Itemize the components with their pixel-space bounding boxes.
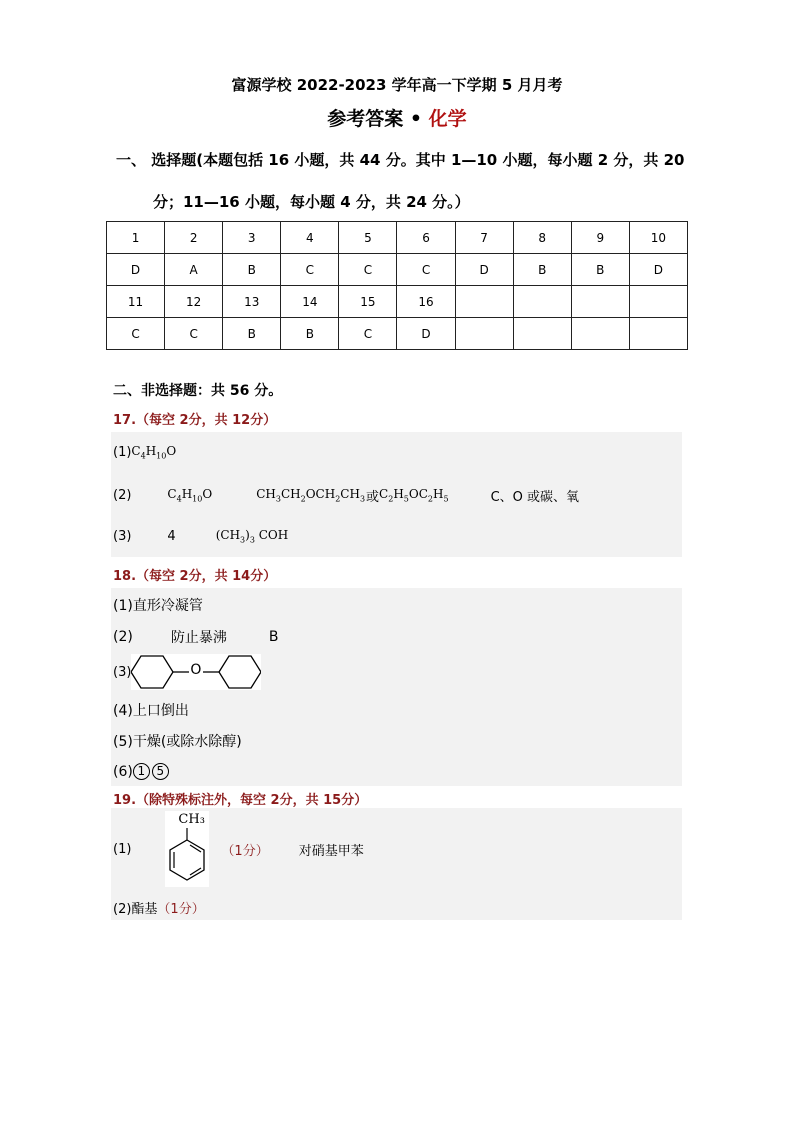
- q17-a3-formula: $(CH_3)_3$ COH: [215, 528, 289, 545]
- dicyclohexyl-ether-structure: [131, 654, 261, 690]
- answer-cell: C: [107, 318, 165, 350]
- q18-a2-value: 防止暴沸: [170, 630, 227, 646]
- q17-a3-count: 4: [167, 528, 176, 544]
- number-cell: 16: [397, 286, 455, 318]
- answer-cell: [513, 318, 571, 350]
- q17-a2-or: 或: [366, 490, 380, 505]
- number-cell: 13: [223, 286, 281, 318]
- number-cell: 10: [629, 222, 687, 254]
- q18-a3-label: (3): [113, 664, 132, 680]
- answer-table-row: [107, 254, 688, 286]
- answer-cell: B: [281, 318, 339, 350]
- answer-cell: B: [223, 254, 281, 286]
- q17-a1-label: (1): [113, 444, 132, 460]
- number-cell: [629, 286, 687, 318]
- number-cell: 8: [513, 222, 571, 254]
- section1-heading-line1: 一、 选择题(本题包括 16 小题，共 44 分。其中 1—10 小题，每小题 2 分，共 20: [116, 151, 685, 169]
- q18-answer-5: (5)干燥(或除水除醇): [113, 734, 242, 750]
- number-cell: 2: [165, 222, 223, 254]
- q17-a2-label: (2): [113, 488, 132, 503]
- answer-table-row: [107, 286, 688, 318]
- q17-a3-formula-tail: COH: [258, 528, 289, 542]
- answer-cell: [629, 318, 687, 350]
- q17-a3-label: (3): [113, 528, 132, 544]
- q19-answer-2: [113, 898, 205, 917]
- methyl-group-label: CH₃: [178, 812, 205, 827]
- q17-a2-formula: $C_4H_{10}O$: [167, 487, 213, 504]
- section2-heading: 二、非选择题：共 56 分。: [113, 383, 283, 399]
- q18-answer-1: (1)直形冷凝管: [113, 598, 203, 614]
- q19-a1-points: （1分）: [221, 843, 269, 859]
- answer-cell: [455, 318, 513, 350]
- number-cell: [571, 286, 629, 318]
- q17-a2-structure: $CH_3CH_2OCH_2CH_3$: [256, 487, 366, 504]
- number-cell: 9: [571, 222, 629, 254]
- q17-answer-2: [113, 486, 579, 505]
- q18-a2-choice: B: [268, 629, 279, 645]
- q19-a2-points: （1分）: [157, 902, 205, 917]
- section1-heading-line2: 分；11—16 小题，每小题 4 分，共 24 分。）: [153, 193, 470, 211]
- q17-a2-elements: C、O 或碳、氧: [490, 490, 580, 505]
- toluene-structure: [165, 811, 209, 887]
- subject-name: 化学: [428, 108, 467, 130]
- q19-title: 19.（除特殊标注外，每空 2分，共 15分）: [113, 793, 368, 808]
- answer-cell: D: [629, 254, 687, 286]
- answer-cell: D: [397, 318, 455, 350]
- answer-cell: C: [339, 254, 397, 286]
- answer-cell: B: [223, 318, 281, 350]
- q18-answer-3: [113, 654, 261, 690]
- toluene-ring-diagram: [165, 811, 209, 887]
- circled-number-5: 5: [152, 763, 169, 780]
- number-cell: 4: [281, 222, 339, 254]
- subtitle-prefix: 参考答案 •: [327, 108, 429, 130]
- q17-a2-structure-alt: $C_2H_5OC_2H_5$: [379, 487, 449, 504]
- answer-cell: C: [397, 254, 455, 286]
- number-cell: 15: [339, 286, 397, 318]
- answer-cell: A: [165, 254, 223, 286]
- q18-answer-4: (4)上口倒出: [113, 703, 189, 719]
- answer-cell: C: [339, 318, 397, 350]
- q17-a1-formula: $C_4H_{10}O$: [131, 444, 177, 461]
- answer-cell: [571, 318, 629, 350]
- q19-a2-label: (2)酯基: [113, 902, 158, 917]
- ether-oxygen-label: O: [190, 662, 202, 678]
- q19-answer-1: [113, 810, 364, 888]
- answer-table-row: [107, 318, 688, 350]
- q19-a1-name: 对硝基甲苯: [298, 843, 364, 859]
- answer-cell: D: [455, 254, 513, 286]
- circled-number-1: 1: [133, 763, 150, 780]
- answer-cell: C: [165, 318, 223, 350]
- number-cell: 7: [455, 222, 513, 254]
- number-cell: 6: [397, 222, 455, 254]
- number-cell: 14: [281, 286, 339, 318]
- answer-cell: B: [513, 254, 571, 286]
- number-cell: [455, 286, 513, 318]
- answer-table-row: [107, 222, 688, 254]
- q18-title: 18.（每空 2分，共 14分）: [113, 569, 277, 584]
- q19-a1-label: (1): [113, 841, 132, 857]
- answer-cell: B: [571, 254, 629, 286]
- q17-answer-3: [113, 528, 288, 544]
- answer-cell: D: [107, 254, 165, 286]
- q18-answer-2: [113, 627, 278, 647]
- q18-a6-label: (6): [113, 763, 133, 780]
- q17-title: 17.（每空 2分，共 12分）: [113, 413, 277, 428]
- answer-cell: C: [281, 254, 339, 286]
- number-cell: 1: [107, 222, 165, 254]
- q18-a2-label: (2): [113, 629, 133, 645]
- number-cell: 3: [223, 222, 281, 254]
- q18-answer-6: [113, 763, 171, 780]
- number-cell: 5: [339, 222, 397, 254]
- number-cell: 11: [107, 286, 165, 318]
- number-cell: 12: [165, 286, 223, 318]
- document-title: 富源学校 2022-2023 学年高一下学期 5 月月考: [231, 76, 563, 94]
- number-cell: [513, 286, 571, 318]
- q17-answer-1: [113, 444, 176, 460]
- document-subtitle: [0, 104, 794, 131]
- answer-table: [106, 221, 688, 350]
